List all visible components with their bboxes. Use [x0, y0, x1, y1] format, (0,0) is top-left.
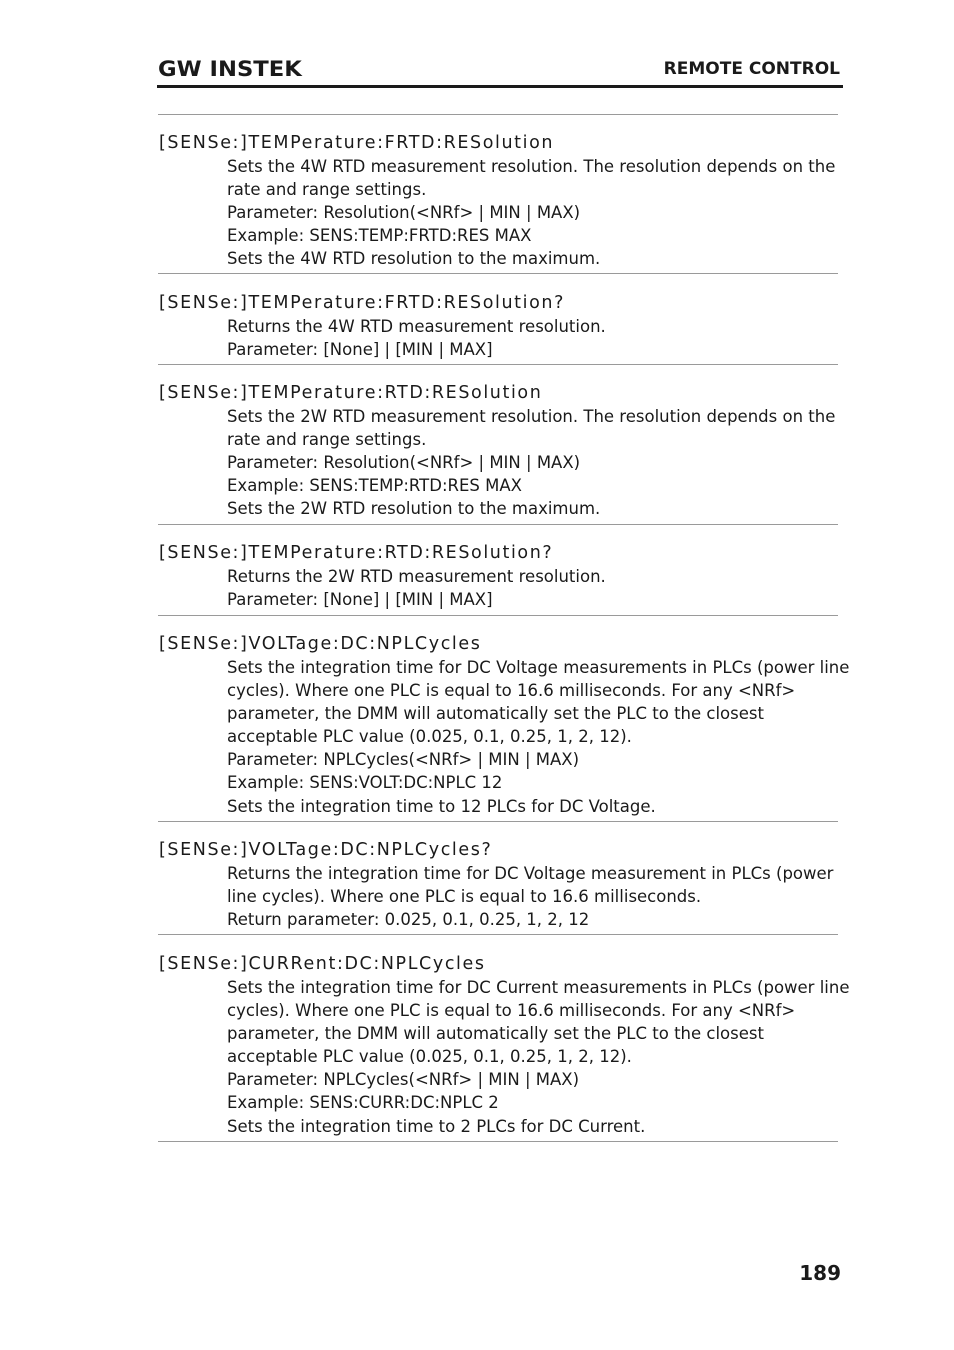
description-line: Parameter: [None] | [MIN | MAX]: [227, 340, 493, 360]
command-name: [SENSe:]VOLTage:DC:NPLCycles: [159, 634, 482, 654]
command-name: [SENSe:]TEMPerature:FRTD:RESolution: [159, 133, 555, 153]
description-line: Parameter: [None] | [MIN | MAX]: [227, 590, 493, 610]
description-line: Returns the 2W RTD measurement resolution.: [227, 567, 606, 586]
company-logo: GW INSTEK: [158, 57, 302, 81]
command-entry: [158, 953, 850, 1138]
entry-divider: [158, 934, 838, 935]
description-line: Sets the integration time to 2 PLCs for DC Current.: [227, 1116, 646, 1136]
description-line: Return parameter: 0.025, 0.1, 0.25, 1, 2, 12: [227, 910, 590, 930]
description-line: cycles). Where one PLC is equal to 16.6 milliseconds. For any <NRf>: [227, 1001, 796, 1021]
command-entry: [158, 542, 838, 611]
description-line: acceptable PLC value (0.025, 0.1, 0.25, 1, 2, 12).: [227, 727, 632, 747]
entry-divider: [158, 821, 838, 822]
description-line: Parameter: Resolution(<NRf> | MIN | MAX): [227, 453, 581, 473]
entry-divider: [158, 524, 838, 525]
section-title: REMOTE CONTROL: [663, 59, 840, 79]
entry-divider: [158, 615, 838, 616]
description-line: Example: SENS:TEMP:RTD:RES MAX: [227, 476, 522, 496]
description-line: Example: SENS:TEMP:FRTD:RES MAX: [227, 226, 532, 246]
command-description: [227, 976, 850, 1138]
description-line: Sets the 2W RTD measurement resolution. The resolution depends on the: [227, 407, 836, 426]
command-name: [SENSe:]TEMPerature:RTD:RESolution?: [159, 543, 554, 563]
description-line: Returns the 4W RTD measurement resolution.: [227, 317, 606, 336]
command-entry: [158, 633, 850, 818]
command-description: [227, 565, 838, 611]
command-description: [227, 155, 838, 270]
command-name: [SENSe:]TEMPerature:RTD:RESolution: [159, 383, 543, 403]
entry-divider: [158, 1141, 838, 1142]
description-line: Returns the integration time for DC Voltage measurement in PLCs (power: [227, 864, 834, 883]
command-entry: [158, 292, 838, 361]
description-line: Sets the 4W RTD measurement resolution. The resolution depends on the: [227, 157, 836, 176]
command-entry: [158, 132, 838, 270]
command-entry: [158, 382, 838, 520]
description-line: cycles). Where one PLC is equal to 16.6 milliseconds. For any <NRf>: [227, 681, 796, 701]
description-line: Example: SENS:CURR:DC:NPLC 2: [227, 1093, 499, 1113]
description-line: Sets the integration time to 12 PLCs for DC Voltage.: [227, 796, 656, 816]
description-line: acceptable PLC value (0.025, 0.1, 0.25, 1, 2, 12).: [227, 1047, 632, 1067]
command-name: [SENSe:]CURRent:DC:NPLCycles: [159, 954, 486, 974]
description-line: parameter, the DMM will automatically set the PLC to the closest: [227, 704, 764, 724]
command-description: [227, 862, 838, 931]
description-line: Parameter: Resolution(<NRf> | MIN | MAX): [227, 203, 581, 223]
entry-divider: [158, 364, 838, 365]
command-name: [SENSe:]TEMPerature:FRTD:RESolution?: [159, 293, 565, 313]
command-description: [227, 315, 838, 361]
description-line: Sets the 4W RTD resolution to the maximum.: [227, 249, 601, 269]
description-line: rate and range settings.: [227, 430, 427, 450]
top-divider: [158, 114, 838, 115]
command-name: [SENSe:]VOLTage:DC:NPLCycles?: [159, 840, 493, 860]
page-number: 189: [799, 1261, 841, 1285]
command-description: [227, 656, 850, 818]
entry-divider: [158, 273, 838, 274]
description-line: rate and range settings.: [227, 180, 427, 200]
description-line: Example: SENS:VOLT:DC:NPLC 12: [227, 773, 503, 793]
description-line: Parameter: NPLCycles(<NRf> | MIN | MAX): [227, 1070, 580, 1090]
description-line: Sets the integration time for DC Current measurements in PLCs (power line: [227, 978, 850, 997]
description-line: line cycles). Where one PLC is equal to 16.6 milliseconds.: [227, 887, 702, 907]
description-line: Sets the integration time for DC Voltage measurements in PLCs (power line: [227, 658, 850, 677]
command-entry: [158, 839, 838, 931]
header-rule: [157, 85, 843, 88]
description-line: Parameter: NPLCycles(<NRf> | MIN | MAX): [227, 750, 580, 770]
command-description: [227, 405, 838, 520]
description-line: parameter, the DMM will automatically set the PLC to the closest: [227, 1024, 764, 1044]
description-line: Sets the 2W RTD resolution to the maximum.: [227, 499, 601, 519]
